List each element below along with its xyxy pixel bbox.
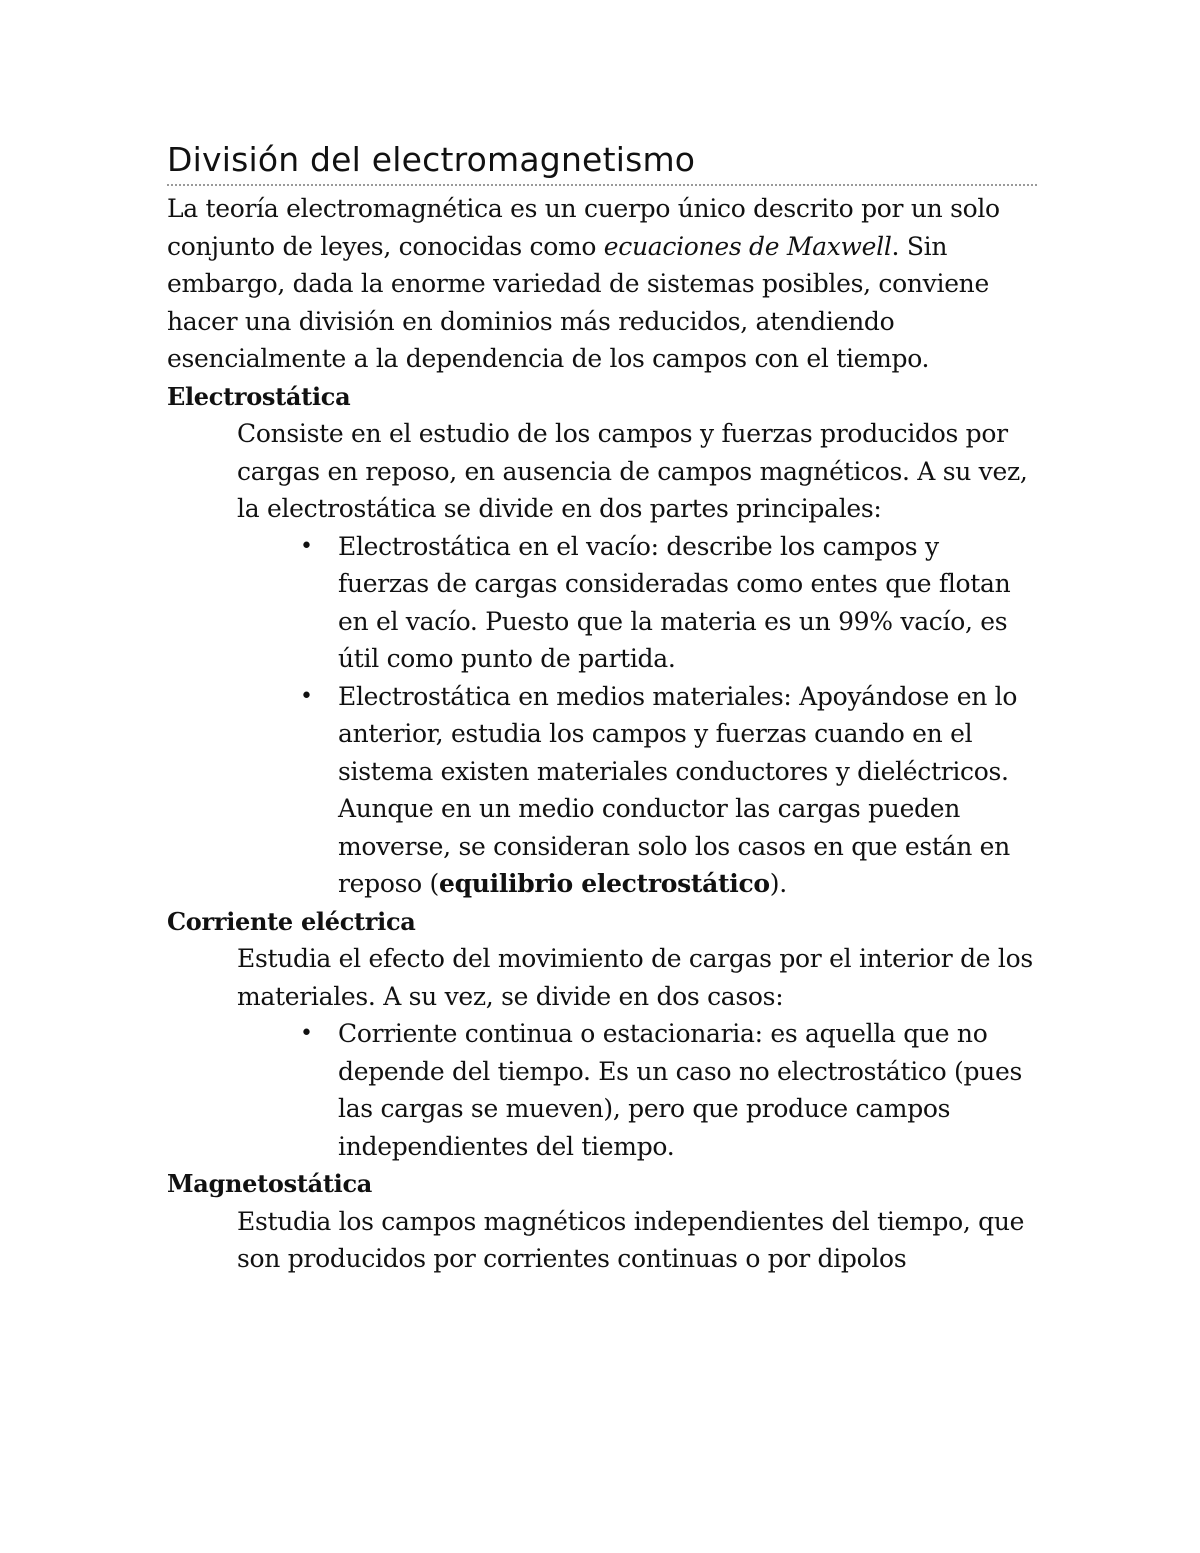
term-corriente-electrica: Corriente eléctrica — [167, 906, 416, 936]
bullet-icon: • — [300, 533, 313, 559]
list-item — [237, 678, 1037, 903]
list-item — [237, 528, 1037, 678]
bullet-list-corriente — [237, 1015, 1037, 1165]
list-item-text: Corriente continua o estacionaria: es aquella que no depende del tiempo. Es un caso no electrostático (pues las cargas se mueven), pero que produce campos independientes del tiempo. — [338, 1019, 1022, 1161]
bullet-list-electrostatica — [237, 528, 1037, 903]
intro-text-part2: . Sin embargo, dada la enorme variedad de sistemas posibles, conviene hacer una división en dominios más reducidos, atendiendo esencialmente a la dependencia de los campos con el tiempo. — [167, 231, 989, 373]
term-electrostatica: Electrostática — [167, 381, 351, 411]
term-magnetostatica: Magnetostática — [167, 1169, 373, 1198]
intro-text-part1: La teoría electromagnética es un cuerpo único descrito por un solo conjunto de leyes, conocidas como — [167, 194, 1000, 261]
intro-emphasis: ecuaciones de Maxwell — [603, 231, 892, 261]
list-item — [237, 1015, 1037, 1165]
intro-paragraph — [167, 190, 1037, 378]
list-item-bold: equilibrio electrostático — [438, 869, 770, 898]
list-item-text: Electrostática en el vacío: describe los campos y fuerzas de cargas consideradas como entes que flotan en el vacío. Puesto que la materia es un 99% vacío, es útil como punto de partida. — [338, 531, 1011, 673]
page-title: División del electromagnetismo — [167, 138, 1037, 186]
definition-magnetostatica: Estudia los campos magnéticos independientes del tiempo, que son producidos por corrientes continuas o por dipolos — [237, 1206, 1025, 1273]
list-item-text-part1: Electrostática en medios materiales: Apoyándose en lo anterior, estudia los campos y fuerzas cuando en el sistema existen materiales conductores y dieléctricos. Aunque en un medio conductor las cargas pueden moverse, se consideran solo los casos en que están en reposo ( — [338, 681, 1018, 898]
document-page — [167, 138, 1037, 1278]
definition-corriente-electrica: Estudia el efecto del movimiento de cargas por el interior de los materiales. A su vez, se divide en dos casos: — [237, 944, 1033, 1011]
definition-electrostatica: Consiste en el estudio de los campos y fuerzas producidos por cargas en reposo, en ausencia de campos magnéticos. A su vez, la electrostática se divide en dos partes principales: — [237, 419, 1028, 523]
bullet-icon: • — [300, 1021, 313, 1046]
bullet-icon: • — [300, 683, 313, 709]
list-item-text-part2: ). — [769, 869, 787, 898]
